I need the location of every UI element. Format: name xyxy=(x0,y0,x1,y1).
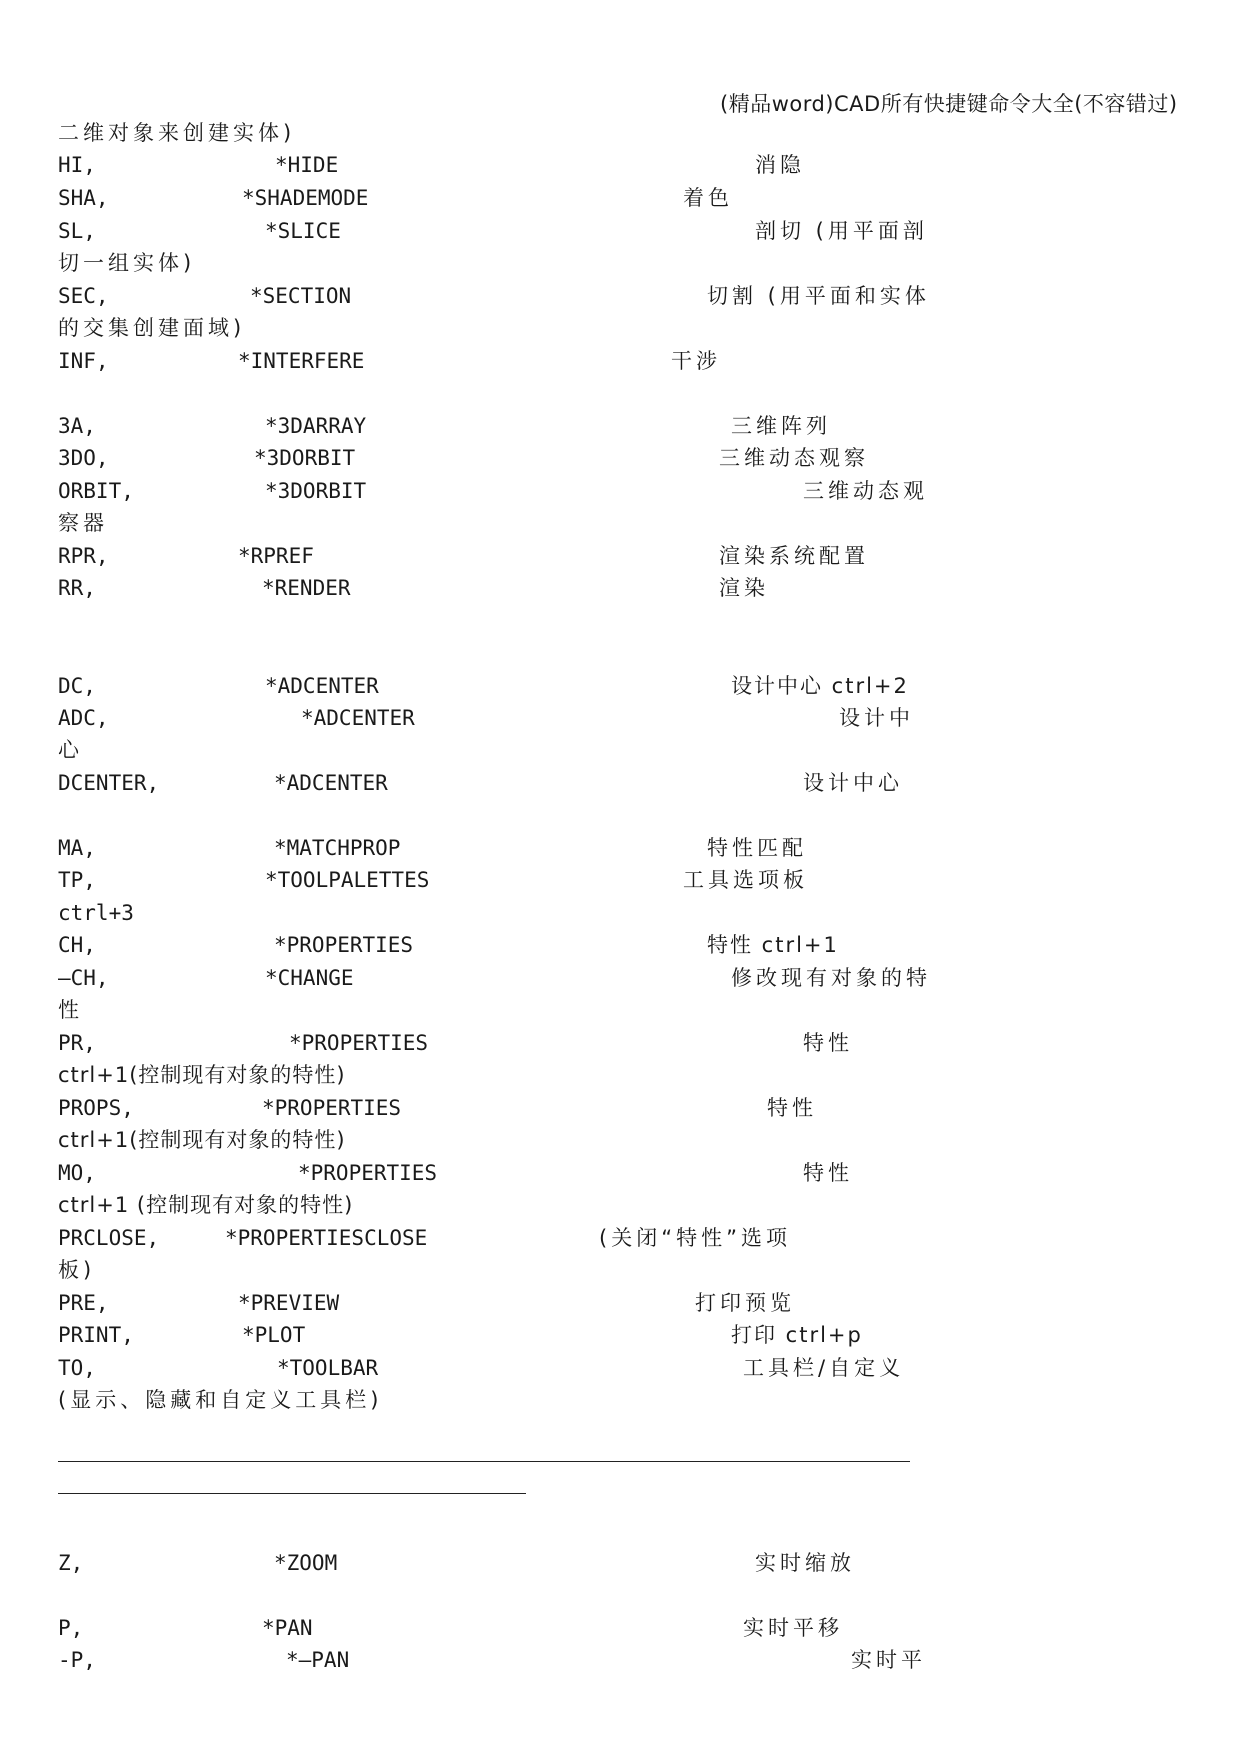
command-name: *PROPERTIES xyxy=(289,1031,429,1055)
command-name: *PROPERTIESCLOSE xyxy=(225,1226,428,1250)
command-alias: RR, xyxy=(58,576,96,600)
command-name: *SLICE xyxy=(265,219,341,243)
command-description: 实时平移 xyxy=(743,1616,843,1640)
command-name: *PROPERTIES xyxy=(262,1096,402,1120)
command-description: 特性 xyxy=(803,1161,853,1185)
separator-line xyxy=(58,1461,910,1462)
command-description: 打印预览 xyxy=(695,1291,795,1315)
command-name: *RPREF xyxy=(238,544,314,568)
command-name: *PROPERTIES xyxy=(298,1161,438,1185)
command-alias: Z, xyxy=(58,1551,84,1575)
command-description: 工具栏/自定义 xyxy=(743,1356,905,1380)
command-alias: CH, xyxy=(58,933,96,957)
command-description: 特性 ctrl+1 xyxy=(707,933,839,957)
continuation-text: 性 xyxy=(58,998,83,1022)
command-name: *CHANGE xyxy=(265,966,354,990)
command-alias: SHA, xyxy=(58,186,109,210)
continuation-text: 察器 xyxy=(58,511,108,535)
command-alias: -P, xyxy=(58,1648,96,1672)
continuation-text: ctrl+3 xyxy=(58,901,134,925)
command-name: *MATCHPROP xyxy=(274,836,401,860)
command-name: *ADCENTER xyxy=(274,771,388,795)
command-name: *3DARRAY xyxy=(265,414,367,438)
command-alias: —CH, xyxy=(58,966,109,990)
command-alias: INF, xyxy=(58,349,109,373)
continuation-text: 的交集创建面域) xyxy=(58,316,246,340)
command-description: 渲染系统配置 xyxy=(719,544,869,568)
command-alias: PRINT, xyxy=(58,1323,134,1347)
command-name: *ADCENTER xyxy=(301,706,415,730)
command-description: 干涉 xyxy=(671,349,721,373)
continuation-text: 切一组实体) xyxy=(58,251,196,275)
command-alias: MO, xyxy=(58,1161,96,1185)
command-name: *INTERFERE xyxy=(238,349,365,373)
command-alias: ORBIT, xyxy=(58,479,134,503)
command-name: *3DORBIT xyxy=(265,479,367,503)
command-alias: PRCLOSE, xyxy=(58,1226,160,1250)
command-alias: ADC, xyxy=(58,706,109,730)
continuation-text: ctrl+1(控制现有对象的特性) xyxy=(58,1128,346,1152)
command-description: 特性 xyxy=(767,1096,817,1120)
command-description: 渲染 xyxy=(719,576,769,600)
command-alias: PR, xyxy=(58,1031,96,1055)
continuation-text: 心 xyxy=(58,738,83,762)
command-description: 修改现有对象的特 xyxy=(731,966,931,990)
page-header: (精品word)CAD所有快捷键命令大全(不容错过) xyxy=(720,92,1178,116)
command-description: 特性匹配 xyxy=(707,836,807,860)
command-name: *HIDE xyxy=(275,153,339,177)
command-name: *SHADEMODE xyxy=(242,186,369,210)
command-alias: P, xyxy=(58,1616,84,1640)
command-description: 工具选项板 xyxy=(683,868,808,892)
command-description: 设计中心 xyxy=(803,771,903,795)
command-description: 设计中心 ctrl+2 xyxy=(731,674,909,698)
command-name: *PROPERTIES xyxy=(274,933,414,957)
command-alias: TO, xyxy=(58,1356,96,1380)
command-name: *3DORBIT xyxy=(254,446,356,470)
command-description: 剖切 (用平面剖 xyxy=(755,219,928,243)
command-alias: 3DO, xyxy=(58,446,109,470)
command-name: *PAN xyxy=(262,1616,313,1640)
continuation-text: (显示、隐藏和自定义工具栏) xyxy=(58,1388,383,1412)
command-description: 着色 xyxy=(683,186,733,210)
command-name: *ZOOM xyxy=(274,1551,338,1575)
continuation-text: ctrl+1 (控制现有对象的特性) xyxy=(58,1193,354,1217)
command-description: 三维阵列 xyxy=(731,414,831,438)
command-alias: DCENTER, xyxy=(58,771,160,795)
continuation-text: 二维对象来创建实体) xyxy=(58,121,296,145)
command-alias: TP, xyxy=(58,868,96,892)
command-name: *—PAN xyxy=(286,1648,350,1672)
separator-line xyxy=(58,1493,526,1494)
command-name: *TOOLPALETTES xyxy=(265,868,430,892)
command-name: *SECTION xyxy=(250,284,352,308)
continuation-text: 板) xyxy=(58,1258,96,1282)
command-alias: PROPS, xyxy=(58,1096,134,1120)
command-alias: SEC, xyxy=(58,284,109,308)
command-alias: SL, xyxy=(58,219,96,243)
command-alias: PRE, xyxy=(58,1291,109,1315)
command-description: 特性 xyxy=(803,1031,853,1055)
command-name: *ADCENTER xyxy=(265,674,379,698)
command-name: *TOOLBAR xyxy=(277,1356,379,1380)
command-description: 实时缩放 xyxy=(755,1551,855,1575)
command-description: 实时平 xyxy=(851,1648,926,1672)
command-alias: HI, xyxy=(58,153,96,177)
command-name: *PLOT xyxy=(242,1323,306,1347)
command-alias: RPR, xyxy=(58,544,109,568)
command-description: (关闭“特性”选项 xyxy=(599,1226,791,1250)
command-description: 设计中 xyxy=(839,706,914,730)
command-description: 打印 ctrl+p xyxy=(731,1323,863,1347)
command-description: 切割 (用平面和实体 xyxy=(707,284,930,308)
command-alias: MA, xyxy=(58,836,96,860)
command-alias: 3A, xyxy=(58,414,96,438)
command-name: *PREVIEW xyxy=(238,1291,340,1315)
command-alias: DC, xyxy=(58,674,96,698)
command-description: 三维动态观察 xyxy=(719,446,869,470)
continuation-text: ctrl+1(控制现有对象的特性) xyxy=(58,1063,346,1087)
command-description: 消隐 xyxy=(755,153,805,177)
command-name: *RENDER xyxy=(262,576,351,600)
command-description: 三维动态观 xyxy=(803,479,928,503)
